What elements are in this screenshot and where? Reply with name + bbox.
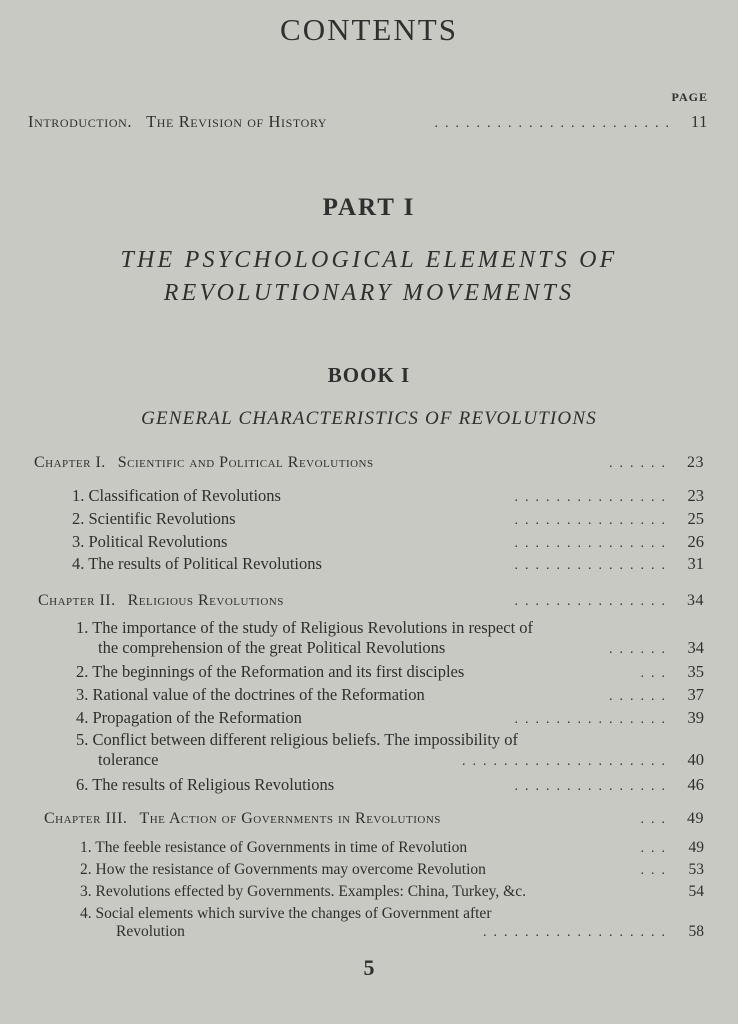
section-text: 1. Classification of Revolutions bbox=[72, 486, 281, 505]
section-text-continued: the comprehension of the great Political Revolutions bbox=[98, 638, 446, 657]
chapter-1-page: 23 bbox=[687, 454, 704, 471]
introduction-label: Introduction. bbox=[28, 112, 133, 131]
section-text: 4. Social elements which survive the changes of Government after bbox=[80, 905, 492, 922]
section-page: 40 bbox=[687, 750, 704, 769]
section-page: 37 bbox=[687, 685, 704, 704]
leader-dots: ...... bbox=[609, 642, 672, 657]
leader-dots: ... bbox=[640, 666, 672, 681]
leader-dots: ....................... bbox=[434, 116, 676, 131]
leader-dots: ... bbox=[640, 812, 672, 827]
section-text: 3. Political Revolutions bbox=[72, 532, 228, 551]
section-row bbox=[72, 554, 704, 574]
leader-dots: .................. bbox=[483, 925, 672, 940]
section-row bbox=[76, 662, 704, 682]
section-page: 39 bbox=[687, 708, 704, 727]
leader-dots: ............... bbox=[514, 490, 672, 505]
part-subtitle-line2: REVOLUTIONARY MOVEMENTS bbox=[163, 280, 575, 306]
section-row bbox=[80, 839, 704, 857]
section-text: 2. How the resistance of Governments may overcome Revolution bbox=[80, 861, 486, 878]
part-title: PART I bbox=[322, 194, 416, 221]
chapter-2-entry bbox=[38, 592, 704, 610]
section-text: 3. Revolutions effected by Governments. Examples: China, Turkey, &c. bbox=[80, 883, 526, 900]
chapter-1-label: Chapter I. bbox=[34, 454, 106, 471]
section-row bbox=[76, 775, 704, 795]
section-row bbox=[80, 861, 704, 879]
section-page: 53 bbox=[688, 861, 704, 878]
section-row bbox=[76, 708, 704, 728]
part-subtitle-line1: THE PSYCHOLOGICAL ELEMENTS OF bbox=[120, 247, 618, 273]
leader-dots: ............... bbox=[514, 779, 672, 794]
chapter-1-entry bbox=[34, 454, 704, 472]
section-text: 3. Rational value of the doctrines of the Reformation bbox=[76, 685, 425, 704]
section-row bbox=[76, 730, 704, 770]
page-column-label: PAGE bbox=[671, 90, 708, 104]
section-text: 1. The importance of the study of Religious Revolutions in respect of bbox=[76, 618, 534, 637]
section-page: 34 bbox=[687, 638, 704, 657]
leader-dots: ............... bbox=[514, 712, 672, 727]
section-text-continued: tolerance bbox=[98, 750, 159, 769]
book-title: BOOK I bbox=[327, 363, 411, 387]
leader-dots: ............... bbox=[514, 513, 672, 528]
chapter-3-label: Chapter III. bbox=[44, 810, 128, 827]
chapter-3-title: The Action of Governments in Revolutions bbox=[139, 810, 441, 827]
leader-dots: ...... bbox=[609, 456, 672, 471]
leader-dots: ............... bbox=[514, 558, 672, 573]
section-row bbox=[72, 509, 704, 529]
section-row bbox=[76, 618, 704, 658]
section-text: 4. The results of Political Revolutions bbox=[72, 554, 322, 573]
section-row bbox=[80, 883, 704, 901]
leader-dots: ............... bbox=[514, 536, 672, 551]
leader-dots: .................... bbox=[462, 754, 672, 769]
leader-dots: ...... bbox=[609, 689, 672, 704]
introduction-title: The Revision of History bbox=[146, 112, 328, 131]
section-text: 1. The feeble resistance of Governments in time of Revolution bbox=[80, 839, 468, 856]
section-row bbox=[72, 486, 704, 506]
chapter-2-page: 34 bbox=[687, 592, 704, 609]
introduction-entry bbox=[28, 112, 708, 132]
section-page: 31 bbox=[687, 554, 704, 573]
section-text: 4. Propagation of the Reformation bbox=[76, 708, 302, 727]
chapter-3-entry bbox=[44, 810, 704, 828]
section-page: 23 bbox=[687, 486, 704, 505]
section-text: 2. Scientific Revolutions bbox=[72, 509, 236, 528]
chapter-3-page: 49 bbox=[687, 810, 704, 827]
section-text: 6. The results of Religious Revolutions bbox=[76, 775, 335, 794]
section-row bbox=[80, 905, 704, 941]
section-page: 35 bbox=[687, 662, 704, 681]
book-subtitle: GENERAL CHARACTERISTICS OF REVOLUTIONS bbox=[141, 408, 597, 429]
section-page: 25 bbox=[687, 509, 704, 528]
section-page: 49 bbox=[688, 839, 704, 856]
section-page: 54 bbox=[688, 883, 704, 900]
section-page: 46 bbox=[687, 775, 704, 794]
section-row bbox=[76, 685, 704, 705]
introduction-page: 11 bbox=[690, 112, 708, 131]
section-text: 2. The beginnings of the Reformation and its first disciples bbox=[76, 662, 465, 681]
leader-dots: ... bbox=[640, 841, 672, 856]
contents-title: CONTENTS bbox=[280, 12, 458, 47]
chapter-2-title: Religious Revolutions bbox=[127, 592, 284, 609]
section-page: 58 bbox=[688, 923, 704, 940]
section-text: 5. Conflict between different religious beliefs. The impossibility of bbox=[76, 730, 519, 749]
chapter-1-title: Scientific and Political Revolutions bbox=[117, 454, 374, 471]
page-number: 5 bbox=[363, 955, 375, 980]
section-page: 26 bbox=[687, 532, 704, 551]
chapter-2-label: Chapter II. bbox=[38, 592, 116, 609]
section-row bbox=[72, 532, 704, 552]
section-text-continued: Revolution bbox=[116, 923, 185, 940]
leader-dots: ............... bbox=[514, 594, 672, 609]
leader-dots: ... bbox=[640, 863, 672, 878]
